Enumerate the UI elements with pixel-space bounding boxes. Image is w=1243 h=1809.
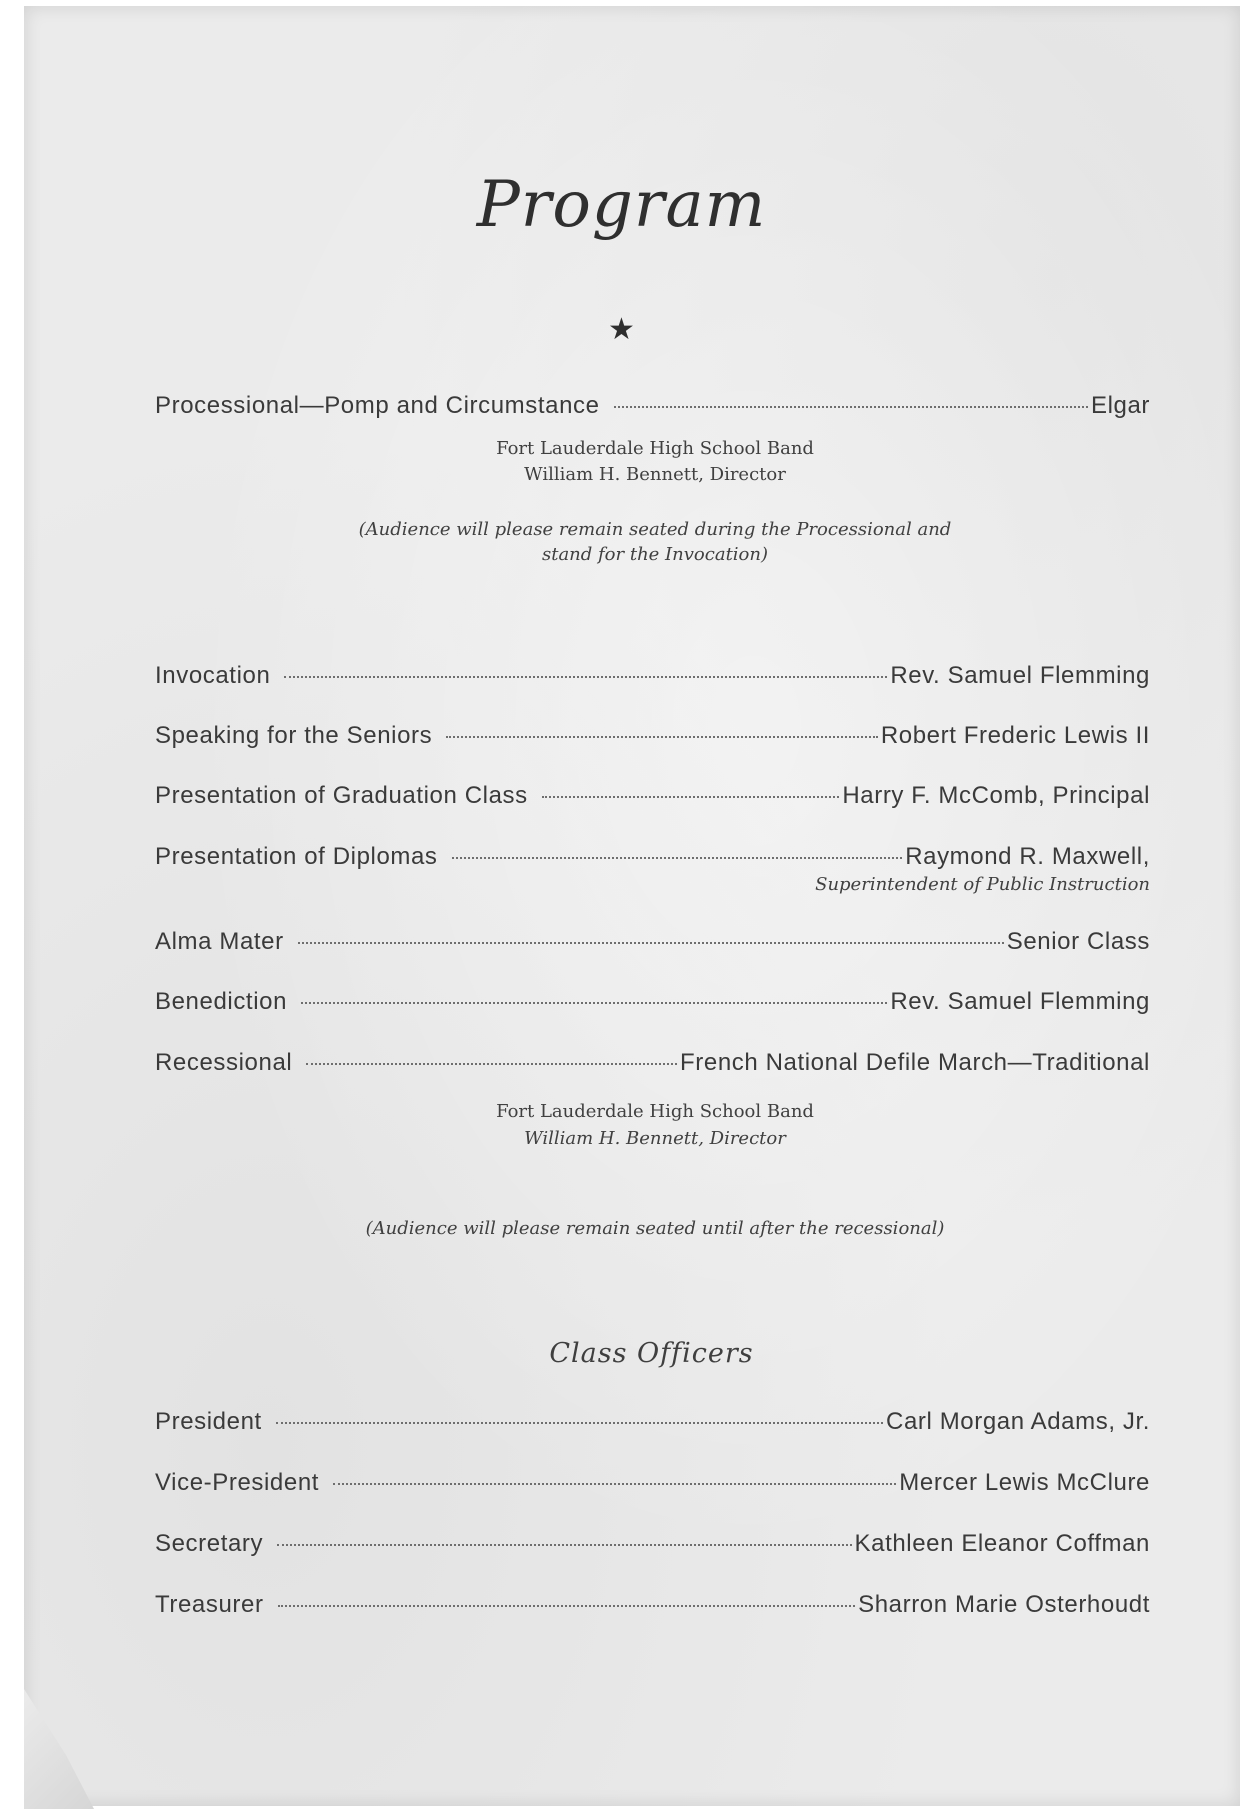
row-label: Vice-President [155, 1469, 320, 1496]
diplomas-subtitle: Superintendent of Public Instruction [815, 874, 1150, 895]
row-value: Rev. Samuel Flemming [890, 988, 1150, 1015]
row-label: Invocation [155, 662, 271, 689]
star-icon: ★ [608, 312, 635, 347]
row-label: President [155, 1408, 262, 1435]
row-value: French National Defile March—Traditional [680, 1049, 1150, 1076]
row-label: Speaking for the Seniors [155, 722, 433, 749]
recessional-band: Fort Lauderdale High School Band [496, 1101, 814, 1122]
processional-band: Fort Lauderdale High School Band [496, 438, 814, 459]
dot-leader [542, 796, 840, 798]
officer-row-president [155, 1408, 1150, 1436]
dot-leader [298, 942, 1004, 944]
program-row-diplomas [155, 843, 1150, 871]
row-value: Harry F. McComb, Principal [842, 782, 1150, 809]
officer-row-secretary [155, 1530, 1150, 1558]
processional-note-line-1: (Audience will please remain seated during the Processional and [358, 519, 952, 540]
officer-row-vice-president [155, 1469, 1150, 1497]
dot-leader [614, 406, 1088, 408]
row-value: Elgar [1090, 392, 1150, 419]
program-row-alma-mater [155, 928, 1150, 956]
dot-leader [446, 736, 878, 738]
row-label: Alma Mater [155, 928, 284, 955]
class-officers-title: Class Officers [549, 1338, 754, 1369]
row-value: Rev. Samuel Flemming [890, 662, 1150, 689]
dot-leader [277, 1544, 851, 1546]
dot-leader [276, 1422, 883, 1424]
row-label: Recessional [155, 1049, 293, 1076]
row-label: Presentation of Diplomas [155, 843, 438, 870]
program-row-benediction [155, 988, 1150, 1016]
program-row-speaking [155, 722, 1150, 750]
program-row-processional [155, 392, 1150, 420]
row-value: Kathleen Eleanor Coffman [854, 1530, 1150, 1557]
row-value: Robert Frederic Lewis II [880, 722, 1150, 749]
row-label: Processional—Pomp and Circumstance [155, 392, 600, 419]
officer-row-treasurer [155, 1591, 1150, 1619]
dot-leader [301, 1002, 887, 1004]
dot-leader [278, 1605, 856, 1607]
row-value: Mercer Lewis McClure [899, 1469, 1150, 1496]
page-title: Program [476, 168, 767, 242]
row-label: Benediction [155, 988, 288, 1015]
row-value: Sharron Marie Osterhoudt [858, 1591, 1150, 1618]
dot-leader [306, 1063, 677, 1065]
recessional-note: (Audience will please remain seated until after the recessional) [365, 1218, 945, 1239]
dot-leader [284, 676, 887, 678]
dot-leader [452, 857, 903, 859]
row-value: Senior Class [1006, 928, 1150, 955]
processional-note-line-2: stand for the Invocation) [541, 544, 769, 565]
recessional-director: William H. Bennett, Director [524, 1128, 786, 1149]
processional-director: William H. Bennett, Director [524, 464, 786, 485]
dot-leader [333, 1483, 896, 1485]
program-row-presentation-class [155, 782, 1150, 810]
program-row-invocation [155, 662, 1150, 690]
row-value: Raymond R. Maxwell, [905, 843, 1150, 870]
row-label: Presentation of Graduation Class [155, 782, 528, 809]
row-label: Treasurer [155, 1591, 264, 1618]
row-label: Secretary [155, 1530, 264, 1557]
row-value: Carl Morgan Adams, Jr. [886, 1408, 1150, 1435]
program-row-recessional [155, 1049, 1150, 1077]
